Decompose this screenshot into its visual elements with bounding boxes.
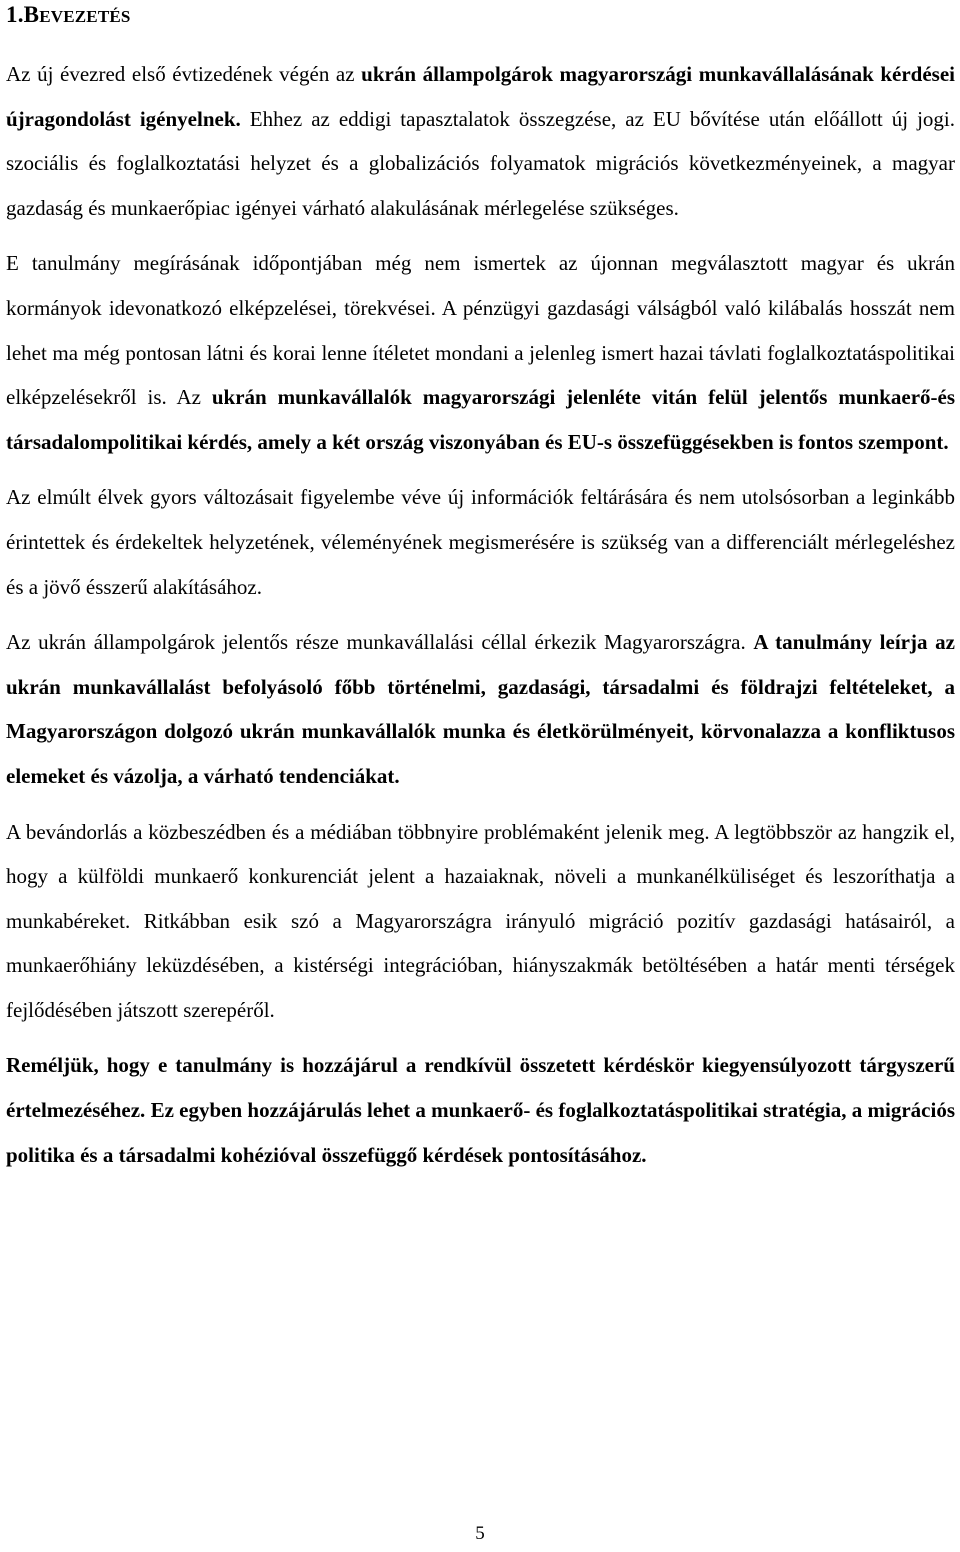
text-run-bold: A tanulmány leírja az ukrán munkavállalást befolyásoló főbb történelmi, gazdasági, társadalmi és földrajzi feltételeket, a Magyarországon dolgozó ukrán munkavállalók munka és életkörülményeit, körvonalazza a konfliktusos elemeket és vázolja, a várható tendenciákat. bbox=[6, 630, 955, 788]
text-run: Ehhez az eddigi tapasztalatok összegzése, az EU bővítése után előállott új jogi. szociális és foglalkoztatási helyzet és a globalizációs folyamatok migrációs következményeinek, a magyar gazdaság és munkaerőpiac igényei várható alakulásának mérlegelése szükséges. bbox=[6, 106, 955, 220]
paragraph-6 bbox=[6, 1043, 955, 1177]
page-number: 5 bbox=[475, 1523, 485, 1544]
text-run: Az elmúlt élvek gyors változásait figyelembe véve új információk feltárására és nem utolsósorban a leginkább érintettek és érdekeltek helyzetének, véleményének megismerésére is szükség van a differenciált mérlegeléshez és a jövő ésszerű alakításához. bbox=[6, 485, 955, 599]
section-heading-number: 1.B bbox=[6, 2, 40, 27]
document-body bbox=[6, 52, 955, 1188]
text-run: E tanulmány megírásának időpontjában még nem ismertek az újonnan megválasztott magyar és ukrán kormányok idevonatkozó elképzelései, törekvései. A pénzügyi gazdasági válságból való kilábalás hosszát nem lehet ma még pontosan látni és korai lenne ítéletet mondani a jelenleg ismert hazai távlati foglalkoztatáspolitikai elképzelésekről is. Az bbox=[6, 251, 955, 410]
text-run-bold: ukrán munkavállalók magyarországi jelenléte vitán felül jelentős munkaerő-és társadalompolitikai kérdés, amely a két ország viszonyában és EU-s összefüggésekben is fontos szempont. bbox=[6, 385, 955, 454]
section-heading-rest: EVEZETÉS bbox=[39, 7, 131, 26]
section-heading bbox=[6, 2, 131, 28]
text-run: Az ukrán állampolgárok jelentős része munkavállalási céllal érkezik Magyarországra. bbox=[6, 630, 754, 655]
text-run: A bevándorlás a közbeszédben és a médiában többnyire problémaként jelenik meg. A legtöbbször az hangzik el, hogy a külföldi munkaerő konkurenciát jelent a hazaiaknak, növeli a munkanélküliséget és leszoríthatja a munkabéreket. Ritkábban esik szó a Magyarországra irányuló migráció pozitív gazdasági hatásairól, a munkaerőhiány leküzdésében, a kistérségi integrációban, hiányszakmák betöltésében a határ menti térségek fejlődésében játszott szerepéről. bbox=[6, 819, 955, 1022]
text-run-bold: ukrán állampolgárok magyarországi munkavállalásának kérdései újragondolást igényelnek. bbox=[6, 62, 956, 131]
paragraph-1 bbox=[6, 52, 955, 230]
paragraph-4 bbox=[6, 620, 955, 798]
text-run: Az új évezred első évtizedének végén az bbox=[6, 62, 362, 86]
paragraph-2 bbox=[6, 241, 955, 464]
paragraph-3 bbox=[6, 475, 955, 609]
text-run-bold: Reméljük, hogy e tanulmány is hozzájárul a rendkívül összetett kérdéskör kiegyensúlyozott tárgyszerű értelmezéséhez. Ez egyben hozzájárulás lehet a munkaerő- és foglalkoztatáspolitikai stratégia, a migrációs politika és a társadalmi kohézióval összefüggő kérdések pontosításához. bbox=[6, 1053, 955, 1167]
paragraph-5 bbox=[6, 810, 955, 1033]
